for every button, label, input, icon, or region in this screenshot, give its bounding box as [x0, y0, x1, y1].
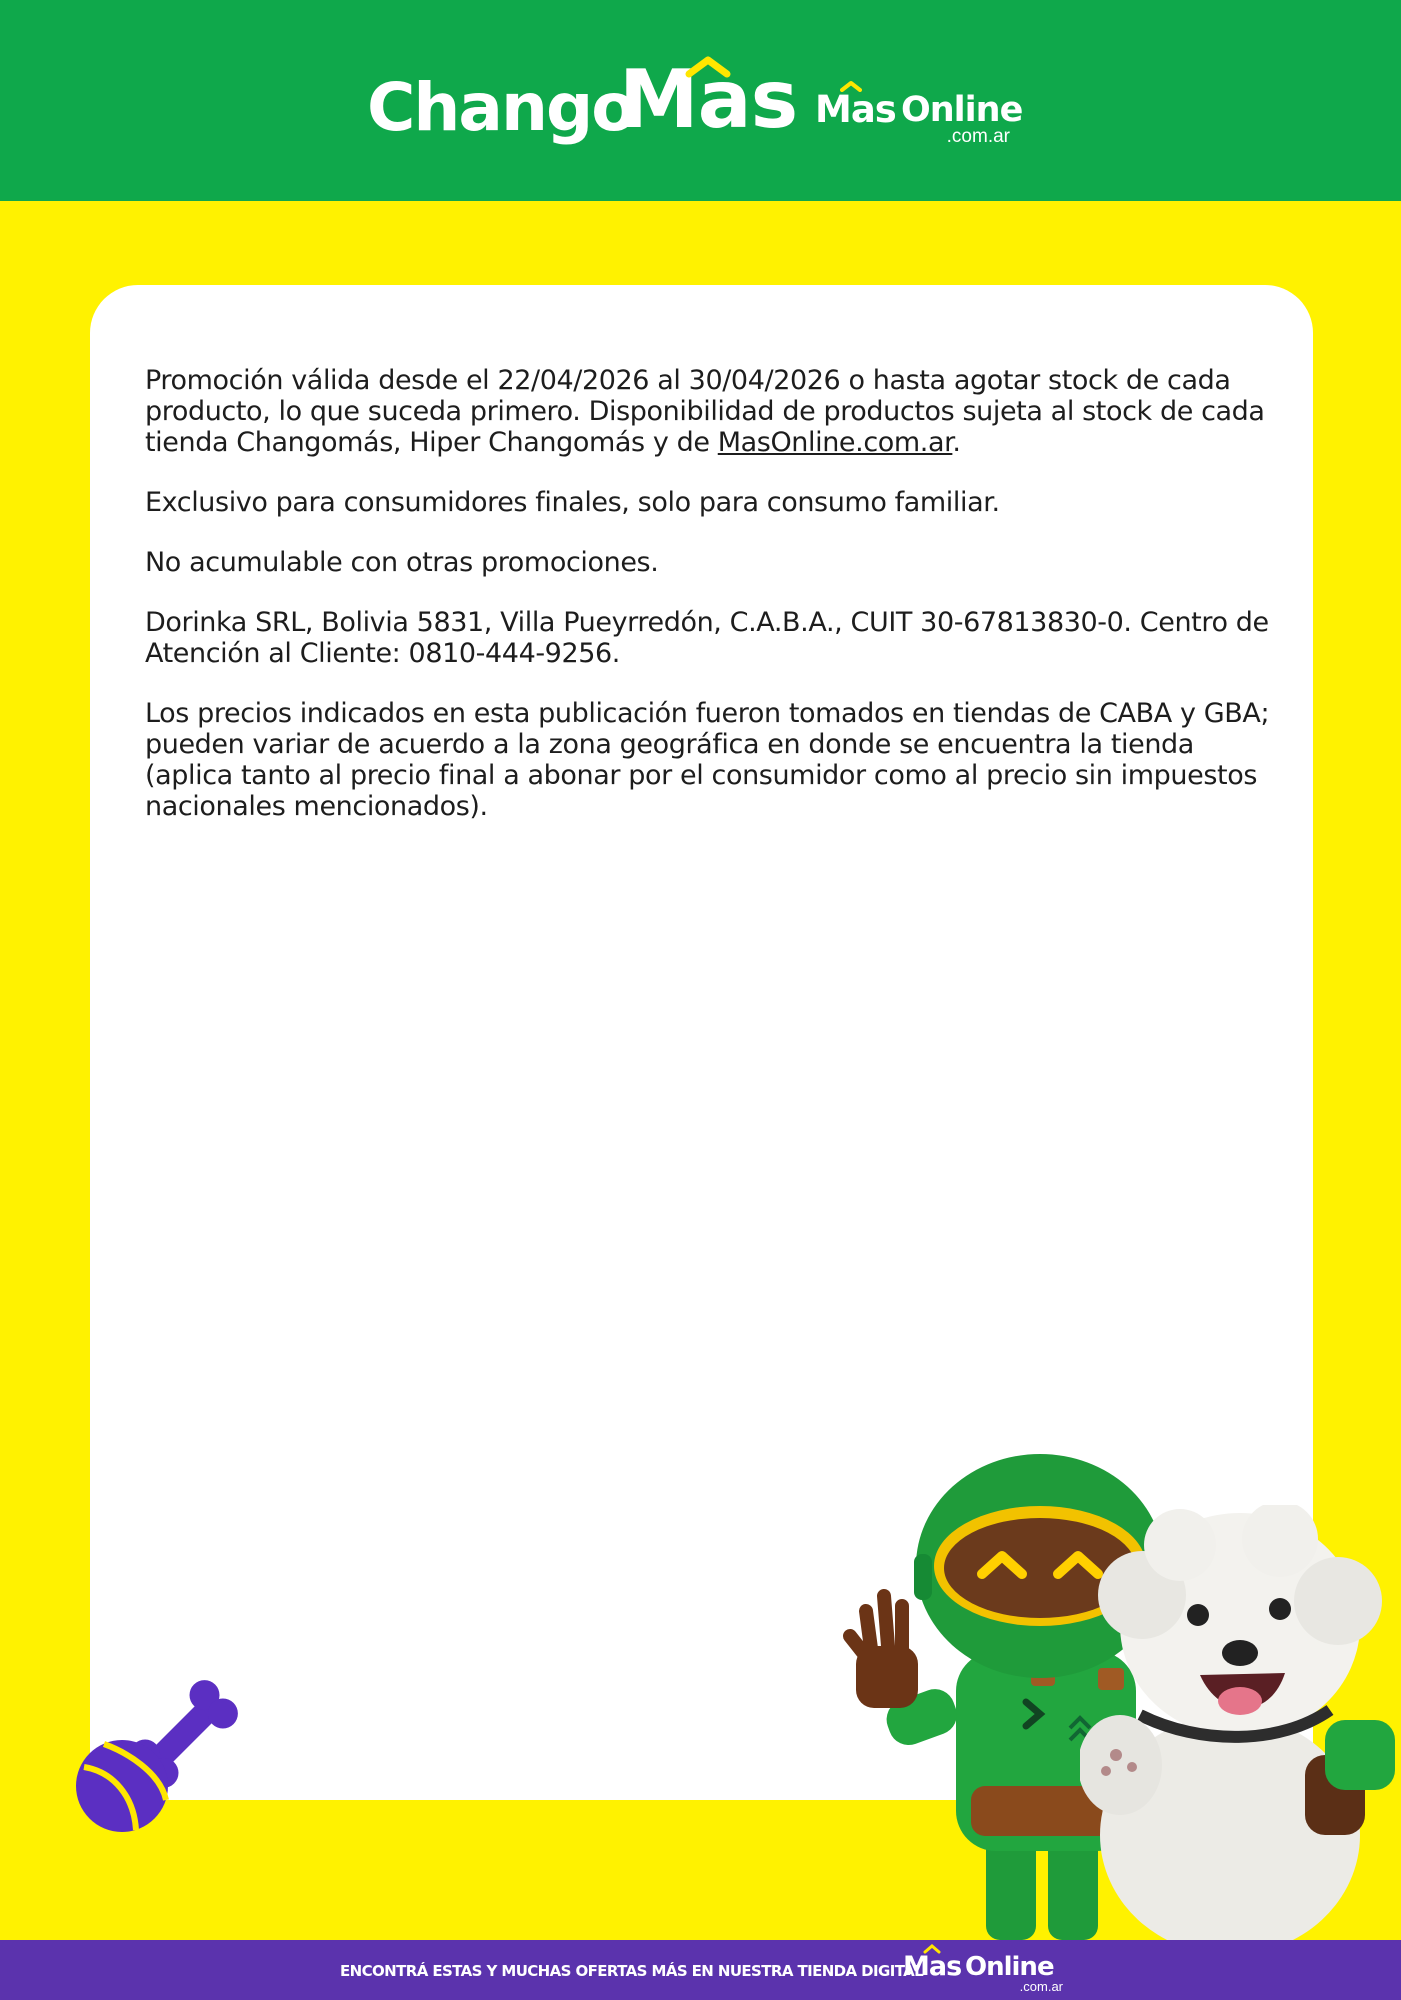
legal-paragraph-prices: Los precios indicados en esta publicación fueron tomados en tiendas de CABA y GBA; pueden variar de acuerdo a la zona geográfica en donde se encuentra la tienda (aplica tanto al precio final a abonar por el consumidor como al precio sin impuestos nacionales mencionados).: [145, 698, 1270, 822]
logo-domain: .com.ar: [946, 126, 1010, 147]
footer-logo-domain: .com.ar: [1019, 1979, 1063, 1994]
validity-text: Promoción válida desde el 22/04/2026 al 30/04/2026 o hasta agotar stock de cada producto, lo que suceda primero. Disponibilidad de productos sujeta al stock de cada tienda Changomás, Hiper Changomás y de: [145, 365, 1265, 458]
footer-promo-text: ENCONTRÁ ESTAS Y MUCHAS OFERTAS MÁS EN NUESTRA TIENDA DIGITAL: [340, 1962, 924, 1980]
logo-word-mas: Mas: [815, 88, 896, 131]
dog-photo: [1080, 1505, 1401, 1940]
legal-paragraph-validity: [145, 365, 1275, 458]
legal-text: [145, 365, 1275, 851]
header-bar: [0, 0, 1401, 201]
changomas-logo[interactable]: [367, 53, 798, 150]
logo-word-chango: Chango: [367, 69, 635, 146]
footer-logo-online: Online: [965, 1952, 1054, 1982]
legal-paragraph-consumers: Exclusivo para consumidores finales, solo para consumo familiar.: [145, 487, 1000, 518]
validity-period: .: [952, 427, 961, 458]
masonline-logo[interactable]: [815, 88, 1023, 150]
masonline-link[interactable]: MasOnline.com.ar: [717, 427, 953, 458]
footer-bar: [0, 1940, 1401, 2000]
logo-word-mas: Mas: [619, 53, 798, 146]
footer-logo-mas: Mas: [903, 1951, 962, 1982]
bone-and-ball-icon: [74, 1672, 244, 1842]
ball-icon: [76, 1740, 168, 1832]
chevron-hat-icon: [685, 56, 731, 78]
legal-paragraph-company: Dorinka SRL, Bolivia 5831, Villa Pueyrredón, C.A.B.A., CUIT 30-67813830-0. Centro de Atención al Cliente: 0810-444-9256.: [145, 607, 1269, 669]
legal-paragraph-no-accumulate: No acumulable con otras promociones.: [145, 547, 659, 578]
footer-masonline-logo[interactable]: [903, 1946, 1063, 1998]
logo-word-online: Online: [901, 90, 1023, 130]
